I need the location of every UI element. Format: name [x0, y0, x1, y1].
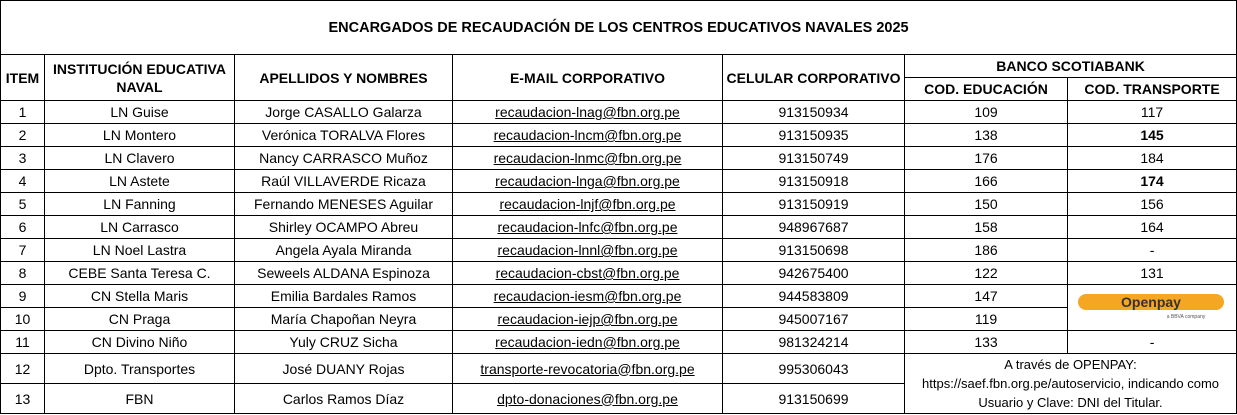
cell-institution: LN Guise	[45, 101, 235, 124]
cell-cod-education: 138	[905, 124, 1068, 147]
header-bank: BANCO SCOTIABANK	[905, 55, 1237, 78]
cell-institution: CN Stella Maris	[45, 285, 235, 308]
cell-phone: 913150919	[723, 193, 905, 216]
table-row	[1, 147, 1237, 170]
cell-cod-education: 158	[905, 216, 1068, 239]
email-link[interactable]: recaudacion-cbst@fbn.org.pe	[453, 262, 723, 285]
cell-cod-transport: -	[1068, 331, 1237, 354]
cell-name: María Chapoñan Neyra	[235, 308, 453, 331]
header-names: APELLIDOS Y NOMBRES	[235, 55, 453, 101]
cell-institution: LN Montero	[45, 124, 235, 147]
cell-phone: 948967687	[723, 216, 905, 239]
table-row	[1, 170, 1237, 193]
openpay-logo-cell	[1068, 285, 1237, 331]
cell-phone: 945007167	[723, 308, 905, 331]
cell-cod-education: 186	[905, 239, 1068, 262]
cell-name: Angela Ayala Miranda	[235, 239, 453, 262]
cell-name: Verónica TORALVA Flores	[235, 124, 453, 147]
cell-phone: 944583809	[723, 285, 905, 308]
cell-institution: LN Astete	[45, 170, 235, 193]
cell-phone: 913150935	[723, 124, 905, 147]
email-link[interactable]: transporte-revocatoria@fbn.org.pe	[453, 354, 723, 384]
cell-item: 8	[1, 262, 45, 285]
cell-item: 10	[1, 308, 45, 331]
table-row	[1, 354, 1237, 384]
cell-cod-education: 122	[905, 262, 1068, 285]
cell-cod-education: 150	[905, 193, 1068, 216]
cell-cod-transport: 145	[1068, 124, 1237, 147]
email-link[interactable]: recaudacion-lnag@fbn.org.pe	[453, 101, 723, 124]
cell-item: 11	[1, 331, 45, 354]
cell-item: 4	[1, 170, 45, 193]
cell-cod-education: 166	[905, 170, 1068, 193]
cell-phone: 913150918	[723, 170, 905, 193]
cell-phone: 913150934	[723, 101, 905, 124]
cell-name: Emilia Bardales Ramos	[235, 285, 453, 308]
cell-institution: LN Fanning	[45, 193, 235, 216]
header-item: ITEM	[1, 55, 45, 101]
table-row	[1, 124, 1237, 147]
email-link[interactable]: recaudacion-iedn@fbn.org.pe	[453, 331, 723, 354]
cell-item: 13	[1, 384, 45, 414]
email-link[interactable]: recaudacion-iesm@fbn.org.pe	[453, 285, 723, 308]
table-row	[1, 101, 1237, 124]
cell-cod-transport: -	[1068, 239, 1237, 262]
table-row	[1, 331, 1237, 354]
cell-item: 2	[1, 124, 45, 147]
cell-item: 3	[1, 147, 45, 170]
header-cod-transport: COD. TRANSPORTE	[1068, 78, 1237, 101]
cell-name: José DUANY Rojas	[235, 354, 453, 384]
cell-name: Jorge CASALLO Galarza	[235, 101, 453, 124]
email-link[interactable]: recaudacion-iejp@fbn.org.pe	[453, 308, 723, 331]
table-row	[1, 308, 1237, 331]
cell-cod-education: 109	[905, 101, 1068, 124]
cell-phone: 913150698	[723, 239, 905, 262]
cell-institution: FBN	[45, 384, 235, 414]
cell-phone: 995306043	[723, 354, 905, 384]
table-row	[1, 262, 1237, 285]
cell-name: Shirley OCAMPO Abreu	[235, 216, 453, 239]
cell-name: Seweels ALDANA Espinoza	[235, 262, 453, 285]
cell-phone: 942675400	[723, 262, 905, 285]
openpay-logo-subtext: a BBVA company	[1166, 314, 1206, 320]
table-row	[1, 239, 1237, 262]
header-cod-education: COD. EDUCACIÓN	[905, 78, 1068, 101]
cell-item: 6	[1, 216, 45, 239]
cell-institution: CN Praga	[45, 308, 235, 331]
cell-institution: LN Clavero	[45, 147, 235, 170]
openpay-instructions: A través de OPENPAY: https://saef.fbn.org.pe/autoservicio, indicando como Usuario y Clave: DNI del Titular.	[905, 354, 1237, 414]
cell-cod-transport: 156	[1068, 193, 1237, 216]
table-row	[1, 216, 1237, 239]
cell-cod-transport: 117	[1068, 101, 1237, 124]
cell-name: Yuly CRUZ Sicha	[235, 331, 453, 354]
cell-name: Fernando MENESES Aguilar	[235, 193, 453, 216]
email-link[interactable]: recaudacion-lnjf@fbn.org.pe	[453, 193, 723, 216]
email-link[interactable]: dpto-donaciones@fbn.org.pe	[453, 384, 723, 414]
cell-cod-transport: 131	[1068, 262, 1237, 285]
cell-name: Nancy CARRASCO Muñoz	[235, 147, 453, 170]
cell-item: 12	[1, 354, 45, 384]
cell-name: Carlos Ramos Díaz	[235, 384, 453, 414]
header-institution: INSTITUCIÓN EDUCATIVA NAVAL	[45, 55, 235, 101]
cell-cod-transport: 174	[1068, 170, 1237, 193]
cell-cod-transport: 164	[1068, 216, 1237, 239]
cell-item: 7	[1, 239, 45, 262]
cell-institution: Dpto. Transportes	[45, 354, 235, 384]
table-title: ENCARGADOS DE RECAUDACIÓN DE LOS CENTROS EDUCATIVOS NAVALES 2025	[1, 1, 1237, 55]
table-row	[1, 193, 1237, 216]
cell-cod-education: 147	[905, 285, 1068, 308]
cell-item: 9	[1, 285, 45, 308]
openpay-logo-icon	[1076, 291, 1226, 321]
cell-phone: 913150749	[723, 147, 905, 170]
email-link[interactable]: recaudacion-lnmc@fbn.org.pe	[453, 147, 723, 170]
cell-item: 1	[1, 101, 45, 124]
cell-phone: 913150699	[723, 384, 905, 414]
openpay-logo-text: Openpay	[1121, 294, 1181, 310]
cell-item: 5	[1, 193, 45, 216]
header-phone: CELULAR CORPORATIVO	[723, 55, 905, 101]
email-link[interactable]: recaudacion-lnga@fbn.org.pe	[453, 170, 723, 193]
header-email: E-MAIL CORPORATIVO	[453, 55, 723, 101]
cell-cod-education: 119	[905, 308, 1068, 331]
email-link[interactable]: recaudacion-lncm@fbn.org.pe	[453, 124, 723, 147]
cell-institution: CN Divino Niño	[45, 331, 235, 354]
cell-institution: CEBE Santa Teresa C.	[45, 262, 235, 285]
cell-institution: LN Carrasco	[45, 216, 235, 239]
cell-cod-transport: 184	[1068, 147, 1237, 170]
table-row	[1, 285, 1237, 308]
email-link[interactable]: recaudacion-lnnl@fbn.org.pe	[453, 239, 723, 262]
email-link[interactable]: recaudacion-lnfc@fbn.org.pe	[453, 216, 723, 239]
cell-institution: LN Noel Lastra	[45, 239, 235, 262]
cell-cod-education: 176	[905, 147, 1068, 170]
cell-name: Raúl VILLAVERDE Ricaza	[235, 170, 453, 193]
cell-phone: 981324214	[723, 331, 905, 354]
cell-cod-education: 133	[905, 331, 1068, 354]
